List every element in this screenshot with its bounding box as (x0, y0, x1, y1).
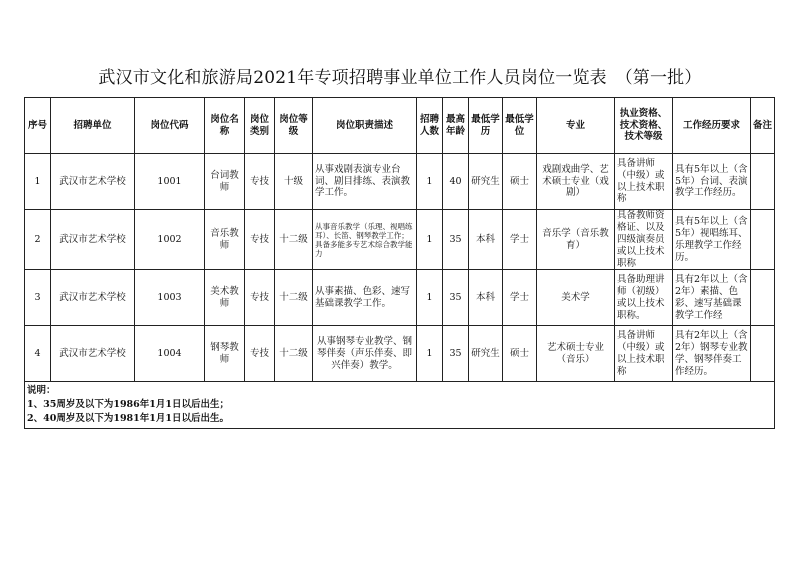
cell-category: 专技 (245, 154, 275, 210)
header-qualification: 执业资格、技术资格、技术等级 (615, 98, 673, 154)
table-row (25, 326, 775, 382)
header-major: 专业 (537, 98, 615, 154)
table-row (25, 210, 775, 270)
cell-duties: 从事钢琴专业教学、钢琴伴奏（声乐伴奏、即兴伴奏）教学。 (313, 326, 417, 382)
cell-seq: 2 (25, 210, 51, 270)
notes-row (25, 382, 775, 429)
note-item: 2、40周岁及以下为1981年1月1日以后出生。 (27, 412, 229, 424)
header-seq: 序号 (25, 98, 51, 154)
cell-seq: 4 (25, 326, 51, 382)
header-max-age: 最高年龄 (443, 98, 469, 154)
notes-cell (25, 382, 775, 429)
cell-max-age: 40 (443, 154, 469, 210)
cell-grade: 十二级 (275, 210, 313, 270)
header-degree: 最低学位 (503, 98, 537, 154)
cell-max-age: 35 (443, 270, 469, 326)
header-code: 岗位代码 (135, 98, 205, 154)
cell-experience: 具有5年以上（含5年）台词、表演教学工作经历。 (673, 154, 751, 210)
cell-code: 1002 (135, 210, 205, 270)
cell-code: 1003 (135, 270, 205, 326)
cell-major: 音乐学（音乐教育） (537, 210, 615, 270)
header-experience: 工作经历要求 (673, 98, 751, 154)
table-row (25, 270, 775, 326)
notes-label: 说明： (27, 385, 56, 397)
cell-experience: 具有2年以上（含2年）钢琴专业教学、钢琴伴奏工作经历。 (673, 326, 751, 382)
cell-education: 研究生 (469, 326, 503, 382)
cell-name: 台词教师 (205, 154, 245, 210)
header-remarks: 备注 (751, 98, 775, 154)
header-grade: 岗位等级 (275, 98, 313, 154)
cell-seq: 1 (25, 154, 51, 210)
cell-remarks (751, 326, 775, 382)
cell-education: 本科 (469, 270, 503, 326)
cell-remarks (751, 154, 775, 210)
cell-category: 专技 (245, 326, 275, 382)
cell-name: 音乐教师 (205, 210, 245, 270)
cell-count: 1 (417, 326, 443, 382)
cell-major: 戏剧戏曲学、艺术硕士专业（戏剧） (537, 154, 615, 210)
cell-name: 钢琴教师 (205, 326, 245, 382)
header-row (25, 98, 775, 154)
cell-max-age: 35 (443, 210, 469, 270)
cell-grade: 十二级 (275, 270, 313, 326)
cell-unit: 武汉市艺术学校 (51, 210, 135, 270)
cell-remarks (751, 210, 775, 270)
cell-degree: 学士 (503, 210, 537, 270)
cell-degree: 学士 (503, 270, 537, 326)
cell-duties: 从事音乐教学（乐理、视唱练耳）、长笛、钢琴教学工作；具备多能多专艺术综合教学能力 (313, 210, 417, 270)
positions-table (24, 97, 775, 429)
document-title: 武汉市文化和旅游局2021年专项招聘事业单位工作人员岗位一览表 （第一批） (98, 68, 702, 88)
cell-unit: 武汉市艺术学校 (51, 326, 135, 382)
cell-code: 1004 (135, 326, 205, 382)
cell-remarks (751, 270, 775, 326)
cell-qualification: 具备助理讲师（初级）或以上技术职称。 (615, 270, 673, 326)
cell-education: 本科 (469, 210, 503, 270)
cell-qualification: 具备教师资格证、以及四级演奏员或以上技术职称 (615, 210, 673, 270)
cell-name: 美术教师 (205, 270, 245, 326)
cell-experience: 具有5年以上（含5年）视唱练耳、乐理教学工作经历。 (673, 210, 751, 270)
cell-degree: 硕士 (503, 154, 537, 210)
cell-degree: 硕士 (503, 326, 537, 382)
cell-count: 1 (417, 270, 443, 326)
cell-grade: 十级 (275, 154, 313, 210)
cell-grade: 十二级 (275, 326, 313, 382)
note-item: 1、35周岁及以下为1986年1月1日以后出生； (27, 399, 229, 411)
cell-seq: 3 (25, 270, 51, 326)
header-duties: 岗位职责描述 (313, 98, 417, 154)
cell-count: 1 (417, 210, 443, 270)
header-education: 最低学历 (469, 98, 503, 154)
cell-code: 1001 (135, 154, 205, 210)
cell-qualification: 具备讲师（中级）或以上技术职称 (615, 154, 673, 210)
cell-major: 美术学 (537, 270, 615, 326)
header-unit: 招聘单位 (51, 98, 135, 154)
header-category: 岗位类别 (245, 98, 275, 154)
cell-category: 专技 (245, 210, 275, 270)
cell-count: 1 (417, 154, 443, 210)
cell-unit: 武汉市艺术学校 (51, 270, 135, 326)
header-name: 岗位名称 (205, 98, 245, 154)
cell-major: 艺术硕士专业（音乐） (537, 326, 615, 382)
cell-unit: 武汉市艺术学校 (51, 154, 135, 210)
cell-duties: 从事素描、色彩、速写基础课教学工作。 (313, 270, 417, 326)
table-row (25, 154, 775, 210)
cell-qualification: 具备讲师（中级）或以上技术职称 (615, 326, 673, 382)
cell-category: 专技 (245, 270, 275, 326)
cell-max-age: 35 (443, 326, 469, 382)
cell-experience: 具有2年以上（含2年）素描、色彩、速写基础课教学工作经 (673, 270, 751, 326)
cell-education: 研究生 (469, 154, 503, 210)
header-count: 招聘人数 (417, 98, 443, 154)
cell-duties: 从事戏剧表演专业台词、剧目排练、表演教学工作。 (313, 154, 417, 210)
